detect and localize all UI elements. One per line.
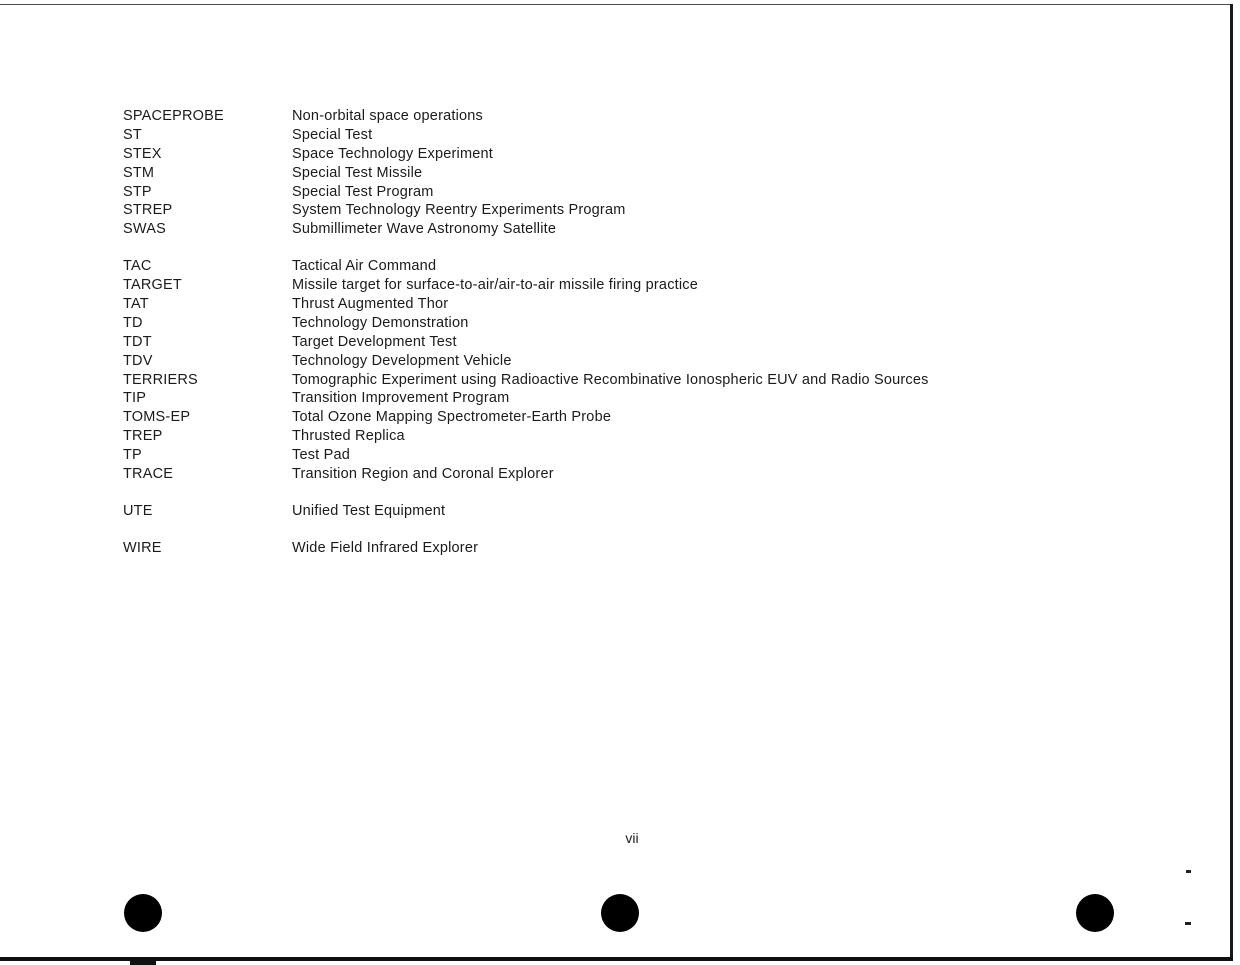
bottom-border-line [0, 957, 1233, 961]
abbreviation-entry [123, 502, 1203, 521]
right-border-line [1230, 4, 1233, 960]
abbreviation-term: TP [123, 447, 142, 464]
page-number: vii [625, 830, 639, 846]
abbreviation-term: TD [123, 314, 143, 331]
abbreviation-term: TDV [123, 352, 153, 369]
abbreviation-definition: Missile target for surface-to-air/air-to-air missile firing practice [292, 277, 699, 294]
abbreviation-definition: System Technology Reentry Experiments Program [292, 202, 626, 219]
abbreviation-definition: Special Test Missile [292, 164, 423, 181]
abbreviation-entry [123, 352, 1203, 371]
binder-hole-left [124, 894, 162, 932]
abbreviation-entry [123, 389, 1203, 408]
abbreviation-entry [123, 183, 1203, 202]
abbreviation-entry [123, 201, 1203, 220]
abbreviation-term: TOMS-EP [123, 409, 191, 426]
abbreviation-term: TAT [123, 296, 149, 313]
abbreviation-term: STREP [123, 202, 173, 219]
abbreviation-entry [123, 539, 1203, 558]
abbreviation-definition: Target Development Test [292, 333, 457, 350]
abbreviation-term: TRACE [123, 466, 174, 483]
scan-mark [1185, 922, 1191, 925]
abbreviation-definition: Unified Test Equipment [292, 502, 446, 519]
scan-mark [1186, 870, 1191, 873]
abbreviation-definition: Submillimeter Wave Astronomy Satellite [292, 221, 557, 238]
bottom-border-tab [130, 960, 156, 965]
abbreviation-definition: Tomographic Experiment using Radioactive Recombinative Ionospheric EUV and Radio Sources [292, 371, 929, 388]
abbreviation-entry [123, 333, 1203, 352]
binder-hole-center [601, 894, 639, 932]
abbreviation-entry [123, 276, 1203, 295]
abbreviation-definition: Thrust Augmented Thor [292, 296, 449, 313]
abbreviation-entry [123, 465, 1203, 484]
abbreviation-entry [123, 164, 1203, 183]
abbreviation-entry [123, 446, 1203, 465]
abbreviation-definition: Total Ozone Mapping Spectrometer-Earth Probe [292, 409, 612, 426]
abbreviation-term: SWAS [123, 221, 166, 238]
abbreviation-term: STEX [123, 145, 162, 162]
abbreviation-entry [123, 145, 1203, 164]
abbreviation-term: TERRIERS [123, 371, 198, 388]
abbreviation-entry [123, 371, 1203, 390]
abbreviation-group [123, 107, 1203, 239]
abbreviation-definition: Special Test Program [292, 183, 434, 200]
abbreviation-entry [123, 107, 1203, 126]
abbreviation-definition: Transition Region and Coronal Explorer [292, 466, 554, 483]
abbreviation-term: UTE [123, 502, 153, 519]
abbreviation-entry [123, 295, 1203, 314]
abbreviation-entry [123, 257, 1203, 276]
abbreviation-term: WIRE [123, 539, 162, 556]
abbreviation-group [123, 257, 1203, 484]
abbreviation-term: STM [123, 164, 155, 181]
abbreviation-definition: Tactical Air Command [292, 258, 437, 275]
abbreviation-term: TDT [123, 333, 152, 350]
abbreviation-term: TAC [123, 258, 152, 275]
abbreviation-definition: Technology Demonstration [292, 314, 469, 331]
abbreviation-entry [123, 126, 1203, 145]
abbreviation-definition: Thrusted Replica [292, 428, 405, 445]
abbreviation-group [123, 539, 1203, 558]
abbreviation-list [123, 107, 1203, 576]
abbreviation-definition: Space Technology Experiment [292, 145, 494, 162]
abbreviation-entry [123, 408, 1203, 427]
abbreviation-group [123, 502, 1203, 521]
abbreviation-definition: Technology Development Vehicle [292, 352, 512, 369]
abbreviation-definition: Transition Improvement Program [292, 390, 510, 407]
abbreviation-definition: Non-orbital space operations [292, 108, 483, 124]
top-border-line [0, 4, 1232, 5]
abbreviation-definition: Test Pad [292, 447, 351, 464]
abbreviation-entry [123, 220, 1203, 239]
abbreviation-term: STP [123, 183, 152, 200]
abbreviation-term: TREP [123, 428, 163, 445]
abbreviation-term: TIP [123, 390, 147, 407]
abbreviation-definition: Special Test [292, 126, 373, 143]
abbreviation-term: SPACEPROBE [123, 108, 224, 124]
abbreviation-term: ST [123, 126, 142, 143]
binder-hole-right [1076, 894, 1114, 932]
abbreviation-entry [123, 314, 1203, 333]
abbreviation-entry [123, 427, 1203, 446]
abbreviation-definition: Wide Field Infrared Explorer [292, 539, 479, 556]
abbreviation-term: TARGET [123, 277, 182, 294]
